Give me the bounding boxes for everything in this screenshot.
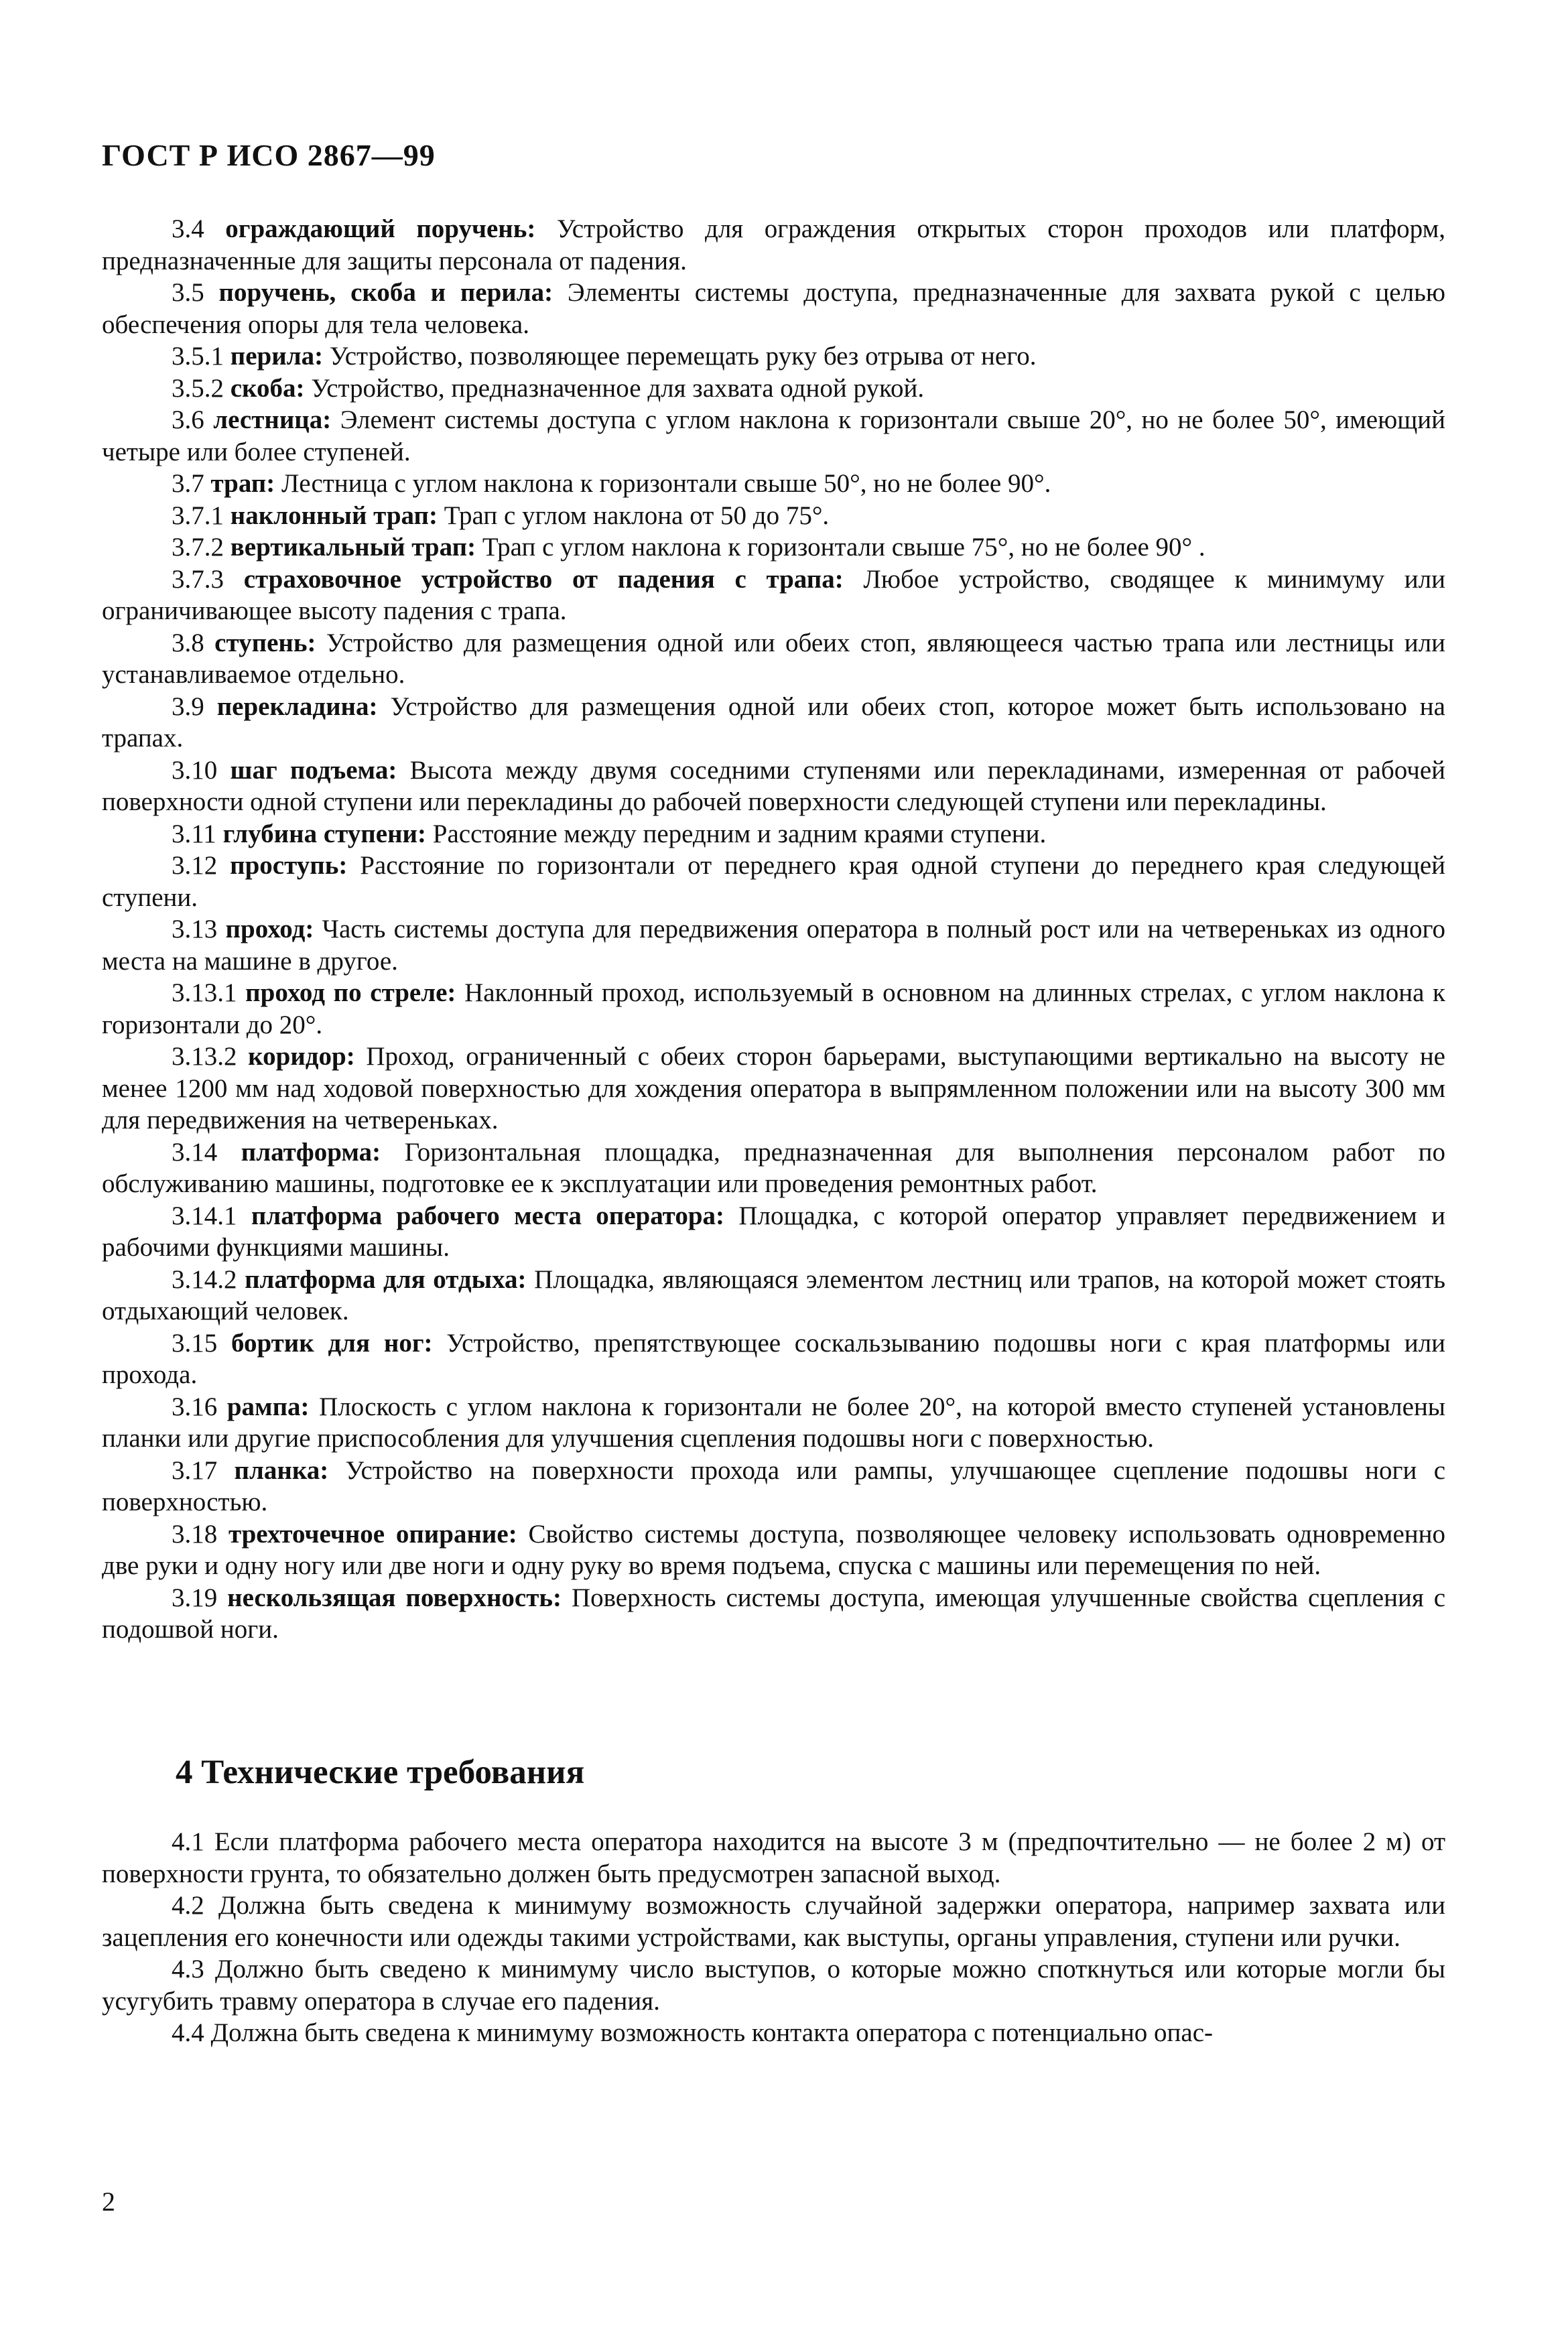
- definition-text: Элементы системы доступа, предназначенные для захвата рукой с целью обеспечения опоры для тела человека.: [102, 278, 1446, 339]
- definition-term: наклонный трап:: [230, 501, 438, 530]
- definition-text: Устройство для ограждения открытых сторон проходов или платформ, предназначенные для защиты персонала от падения.: [102, 214, 1445, 275]
- definition-term: трап:: [210, 469, 275, 498]
- requirement-text: Должна быть сведена к минимуму возможность контакта оператора с потенциально опас-: [210, 2018, 1214, 2047]
- definition-paragraph: [102, 913, 1445, 977]
- definition-text: Трап с углом наклона к горизонтали свыше 75°, но не более 90° .: [482, 533, 1205, 562]
- definition-text: Поверхность системы доступа, имеющая улучшенные свойства сцепления с подошвой ноги.: [102, 1583, 1446, 1644]
- definition-term: лестница:: [213, 405, 332, 434]
- definition-paragraph: [102, 850, 1445, 913]
- requirements-list: [102, 1826, 1445, 2049]
- definition-text: Часть системы доступа для передвижения оператора в полный рост или на четвереньках из одного места на машине в другое.: [102, 915, 1446, 976]
- definition-paragraph: [102, 1264, 1445, 1327]
- definition-term: скоба:: [230, 373, 305, 403]
- requirement-paragraph: [102, 1953, 1445, 2017]
- clause-number: 3.7.1: [172, 501, 224, 530]
- definition-paragraph: [102, 755, 1445, 818]
- definition-text: Расстояние по горизонтали от переднего края одной ступени до переднего края следующей ступени.: [102, 851, 1445, 912]
- definition-text: Устройство для размещения одной или обеих стоп, являющееся частью трапа или лестницы или устанавливаемое отдельно.: [102, 628, 1445, 689]
- clause-number: 3.13.1: [172, 978, 237, 1007]
- definition-text: Устройство, предназначенное для захвата одной рукой.: [311, 373, 925, 403]
- definition-term: поручень, скоба и перила:: [218, 278, 553, 307]
- definition-text: Устройство для размещения одной или обеих стоп, которое может быть использовано на трапах.: [102, 692, 1445, 753]
- clause-number: 4.2: [172, 1891, 204, 1920]
- definition-text: Высота между двумя соседними ступенями или перекладинами, измеренная от рабочей поверхности одной ступени или перекладины до рабочей поверхности следующей ступени или перекладины.: [102, 755, 1446, 816]
- definition-term: ограждающий поручень:: [225, 214, 536, 243]
- definition-term: вертикальный трап:: [230, 533, 476, 562]
- clause-number: 3.12: [172, 851, 218, 880]
- definition-paragraph: [102, 1041, 1445, 1136]
- definition-paragraph: [102, 818, 1445, 850]
- definition-paragraph: [102, 468, 1445, 500]
- definition-text: Плоскость с углом наклона к горизонтали не более 20°, на которой вместо ступеней установлены планки или другие приспособления для улучшения сцепления подошвы ноги с поверхностью.: [102, 1392, 1446, 1453]
- requirement-paragraph: [102, 1826, 1445, 1890]
- definition-term: перекладина:: [216, 692, 378, 721]
- definition-term: рампа:: [226, 1392, 310, 1421]
- definition-text: Проход, ограниченный с обеих сторон барьерами, выступающими вертикально на высоту не менее 1200 мм над ходовой поверхностью для хождения оператора в выпрямленном положении или на высоту 300 мм для передвижения на четвереньках.: [102, 1042, 1445, 1134]
- definition-term: трехточечное опирание:: [228, 1519, 517, 1549]
- definition-paragraph: [102, 531, 1445, 564]
- definition-term: платформа для отдыха:: [245, 1264, 527, 1294]
- definition-term: нескользящая поверхность:: [227, 1583, 562, 1612]
- document-header: ГОСТ Р ИСО 2867—99: [102, 138, 436, 172]
- definition-paragraph: [102, 373, 1445, 405]
- clause-number: 3.5.1: [172, 342, 224, 371]
- clause-number: 3.7.3: [172, 564, 224, 594]
- clause-number: 3.10: [172, 755, 218, 785]
- definition-paragraph: [102, 564, 1445, 627]
- definition-text: Расстояние между передним и задним краями ступени.: [432, 819, 1047, 848]
- definition-paragraph: [102, 691, 1445, 755]
- definition-paragraph: [102, 500, 1445, 532]
- clause-number: 3.13.2: [172, 1042, 237, 1071]
- definition-text: Горизонтальная площадка, предназначенная для выполнения персоналом работ по обслуживанию машины, подготовке ее к эксплуатации или проведения ремонтных работ.: [102, 1137, 1446, 1198]
- definition-term: глубина ступени:: [222, 819, 427, 848]
- clause-number: 3.19: [172, 1583, 218, 1612]
- clause-number: 3.15: [172, 1328, 218, 1358]
- definition-paragraph: [102, 1582, 1445, 1646]
- clause-number: 3.13: [172, 915, 218, 943]
- definition-term: перила:: [230, 342, 324, 371]
- definition-text: Устройство, препятствующее соскальзыванию подошвы ноги с края платформы или прохода.: [102, 1328, 1446, 1389]
- clause-number: 3.17: [172, 1455, 218, 1485]
- clause-number: 3.14.2: [172, 1264, 237, 1294]
- clause-number: 3.9: [172, 692, 204, 721]
- definition-term: шаг подъема:: [230, 755, 397, 785]
- definition-paragraph: [102, 1136, 1445, 1200]
- clause-number: 3.16: [172, 1392, 218, 1421]
- definition-text: Устройство, позволяющее перемещать руку без отрыва от него.: [329, 342, 1037, 371]
- definition-paragraph: [102, 1518, 1445, 1582]
- definition-term: коридор:: [248, 1042, 355, 1071]
- clause-number: 3.8: [172, 628, 204, 657]
- definition-term: ступень:: [214, 628, 316, 657]
- definition-term: платформа рабочего места оператора:: [251, 1201, 724, 1230]
- definition-paragraph: [102, 277, 1445, 340]
- clause-number: 3.7.2: [172, 533, 224, 562]
- definition-paragraph: [102, 1200, 1445, 1264]
- definition-term: бортик для ног:: [231, 1328, 433, 1358]
- definition-term: проход:: [225, 915, 314, 943]
- definition-text: Устройство на поверхности прохода или рампы, улучшающее сцепление подошвы ноги с поверхностью.: [102, 1455, 1445, 1516]
- clause-number: 4.1: [172, 1827, 204, 1856]
- requirement-text: Должна быть сведена к минимуму возможность случайной задержки оператора, например захвата или зацепления его конечности или одежды такими устройствами, как выступы, органы управления, ступени или ручки.: [102, 1891, 1445, 1952]
- definition-term: проступь:: [230, 851, 348, 880]
- definition-text: Любое устройство, сводящее к минимуму или ограничивающее высоту падения с трапа.: [102, 564, 1446, 625]
- definition-text: Свойство системы доступа, позволяющее человеку использовать одновременно две руки и одну ногу или две ноги и одну руку во время подъема, спуска с машины или перемещения по ней.: [102, 1519, 1446, 1580]
- definition-paragraph: [102, 1455, 1445, 1518]
- clause-number: 3.5: [172, 278, 204, 307]
- requirement-paragraph: [102, 1890, 1445, 1953]
- definition-term: страховочное устройство от падения с трапа:: [243, 564, 844, 594]
- definition-paragraph: [102, 977, 1445, 1041]
- clause-number: 3.7: [172, 469, 204, 498]
- page-number: 2: [102, 2186, 115, 2217]
- requirement-text: Если платформа рабочего места оператора находится на высоте 3 м (предпочтительно — не более 2 м) от поверхности грунта, то обязательно должен быть предусмотрен запасной выход.: [102, 1827, 1445, 1888]
- definition-term: планка:: [234, 1455, 329, 1485]
- clause-number: 4.3: [172, 1955, 204, 1983]
- clause-number: 3.18: [172, 1519, 218, 1549]
- definition-paragraph: [102, 1391, 1445, 1455]
- clause-number: 4.4: [172, 2018, 204, 2047]
- clause-number: 3.5.2: [172, 373, 224, 403]
- clause-number: 3.14.1: [172, 1201, 237, 1230]
- definition-text: Лестница с углом наклона к горизонтали свыше 50°, но не более 90°.: [281, 469, 1051, 498]
- definition-paragraph: [102, 340, 1445, 373]
- section-title: 4 Технические требования: [176, 1754, 585, 1791]
- definitions-list: [102, 213, 1445, 1646]
- requirement-paragraph: [102, 2017, 1445, 2049]
- definition-paragraph: [102, 627, 1445, 691]
- definition-paragraph: [102, 404, 1445, 468]
- definition-text: Площадка, являющаяся элементом лестниц или трапов, на которой может стоять отдыхающий человек.: [102, 1264, 1446, 1325]
- clause-number: 3.4: [172, 214, 204, 243]
- clause-number: 3.6: [172, 405, 204, 434]
- definition-paragraph: [102, 1327, 1445, 1391]
- definition-text: Элемент системы доступа с углом наклона к горизонтали свыше 20°, но не более 50°, имеющий четыре или более ступеней.: [102, 405, 1446, 466]
- clause-number: 3.11: [172, 819, 216, 848]
- clause-number: 3.14: [172, 1137, 218, 1167]
- definition-term: платформа:: [241, 1137, 381, 1167]
- definition-text: Наклонный проход, используемый в основном на длинных стрелах, с углом наклона к горизонтали до 20°.: [102, 978, 1446, 1039]
- definition-text: Площадка, с которой оператор управляет передвижением и рабочими функциями машины.: [102, 1201, 1446, 1262]
- definition-text: Трап с углом наклона от 50 до 75°.: [444, 501, 830, 530]
- definition-term: проход по стреле:: [245, 978, 456, 1007]
- requirement-text: Должно быть сведено к минимуму число выступов, о которые можно споткнуться или которые могли бы усугубить травму оператора в случае его падения.: [102, 1955, 1445, 2016]
- definition-paragraph: [102, 213, 1445, 277]
